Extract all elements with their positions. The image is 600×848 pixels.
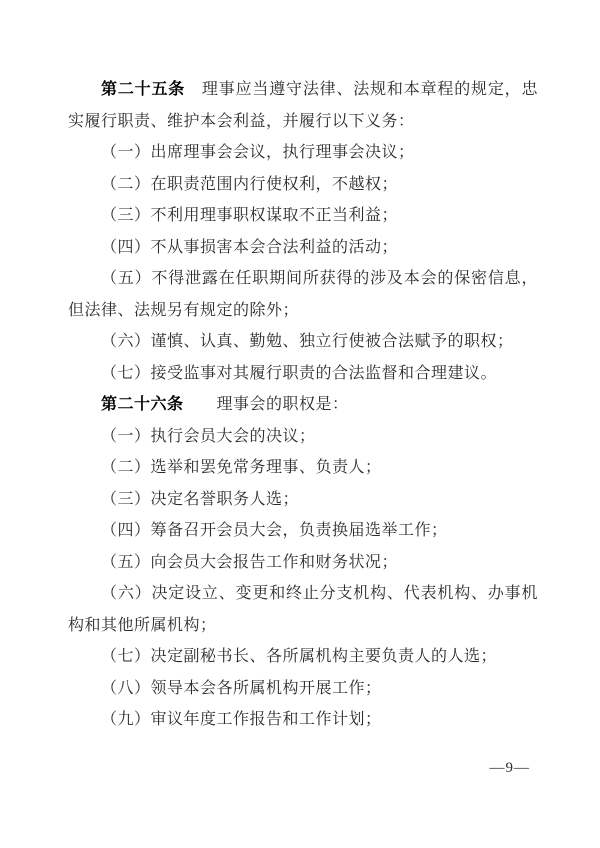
article-26-clause-1: （一）执行会员大会的决议； xyxy=(101,427,316,445)
article-26-clause-8: （八）领导本会各所属机构开展工作； xyxy=(101,679,382,697)
article-25-clause-6: （六）谨慎、认真、勤勉、独立行使被合法赋予的职权； xyxy=(101,333,514,350)
article-25-heading-paragraph xyxy=(68,74,538,137)
article-26-number: 第二十六条 xyxy=(101,396,184,413)
article-25-clause-5: （五）不得泄露在任职期间所获得的涉及本会的保密信息，但法律、法规另有规定的除外； xyxy=(68,270,538,319)
article-26-heading-paragraph xyxy=(68,389,538,421)
article-25-clause-4: （四）不从事损害本会合法利益的活动； xyxy=(101,238,399,256)
article-26-clause-5: （五）向会员大会报告工作和财务状况； xyxy=(101,553,399,571)
article-25-lead-text: 理事应当遵守法律、法规和本章程的规定，忠实履行职责、维护本会利益，并履行以下义务： xyxy=(68,81,538,130)
article-26-clause-7: （七）决定副秘书长、各所属机构主要负责人的人选； xyxy=(101,648,498,665)
article-25-clause-3: （三）不利用理事职权谋取不正当利益； xyxy=(101,207,399,224)
page-number: —9— xyxy=(489,760,530,776)
article-26-lead-text: 理事会的职权是： xyxy=(183,396,349,413)
article-25-clause-2: （二）在职责范围内行使权利，不越权； xyxy=(101,175,399,193)
article-26-clause-3: （三）决定名誉职务人选； xyxy=(101,490,300,508)
article-25-clause-1: （一）出席理事会会议，执行理事会决议； xyxy=(101,144,415,161)
document-text xyxy=(68,74,538,736)
article-26-clause-2: （二）选举和罢免常务理事、负责人； xyxy=(101,459,382,476)
article-26-clause-9: （九）审议年度工作报告和工作计划； xyxy=(101,711,382,728)
article-26-clause-4: （四）筹备召开会员大会，负责换届选举工作； xyxy=(101,522,448,539)
article-25-number: 第二十五条 xyxy=(101,81,186,98)
article-26-clause-6: （六）决定设立、变更和终止分支机构、代表机构、办事机构和其他所属机构； xyxy=(68,585,538,634)
article-25-clause-7: （七）接受监事对其履行职责的合法监督和合理建议。 xyxy=(101,364,498,382)
